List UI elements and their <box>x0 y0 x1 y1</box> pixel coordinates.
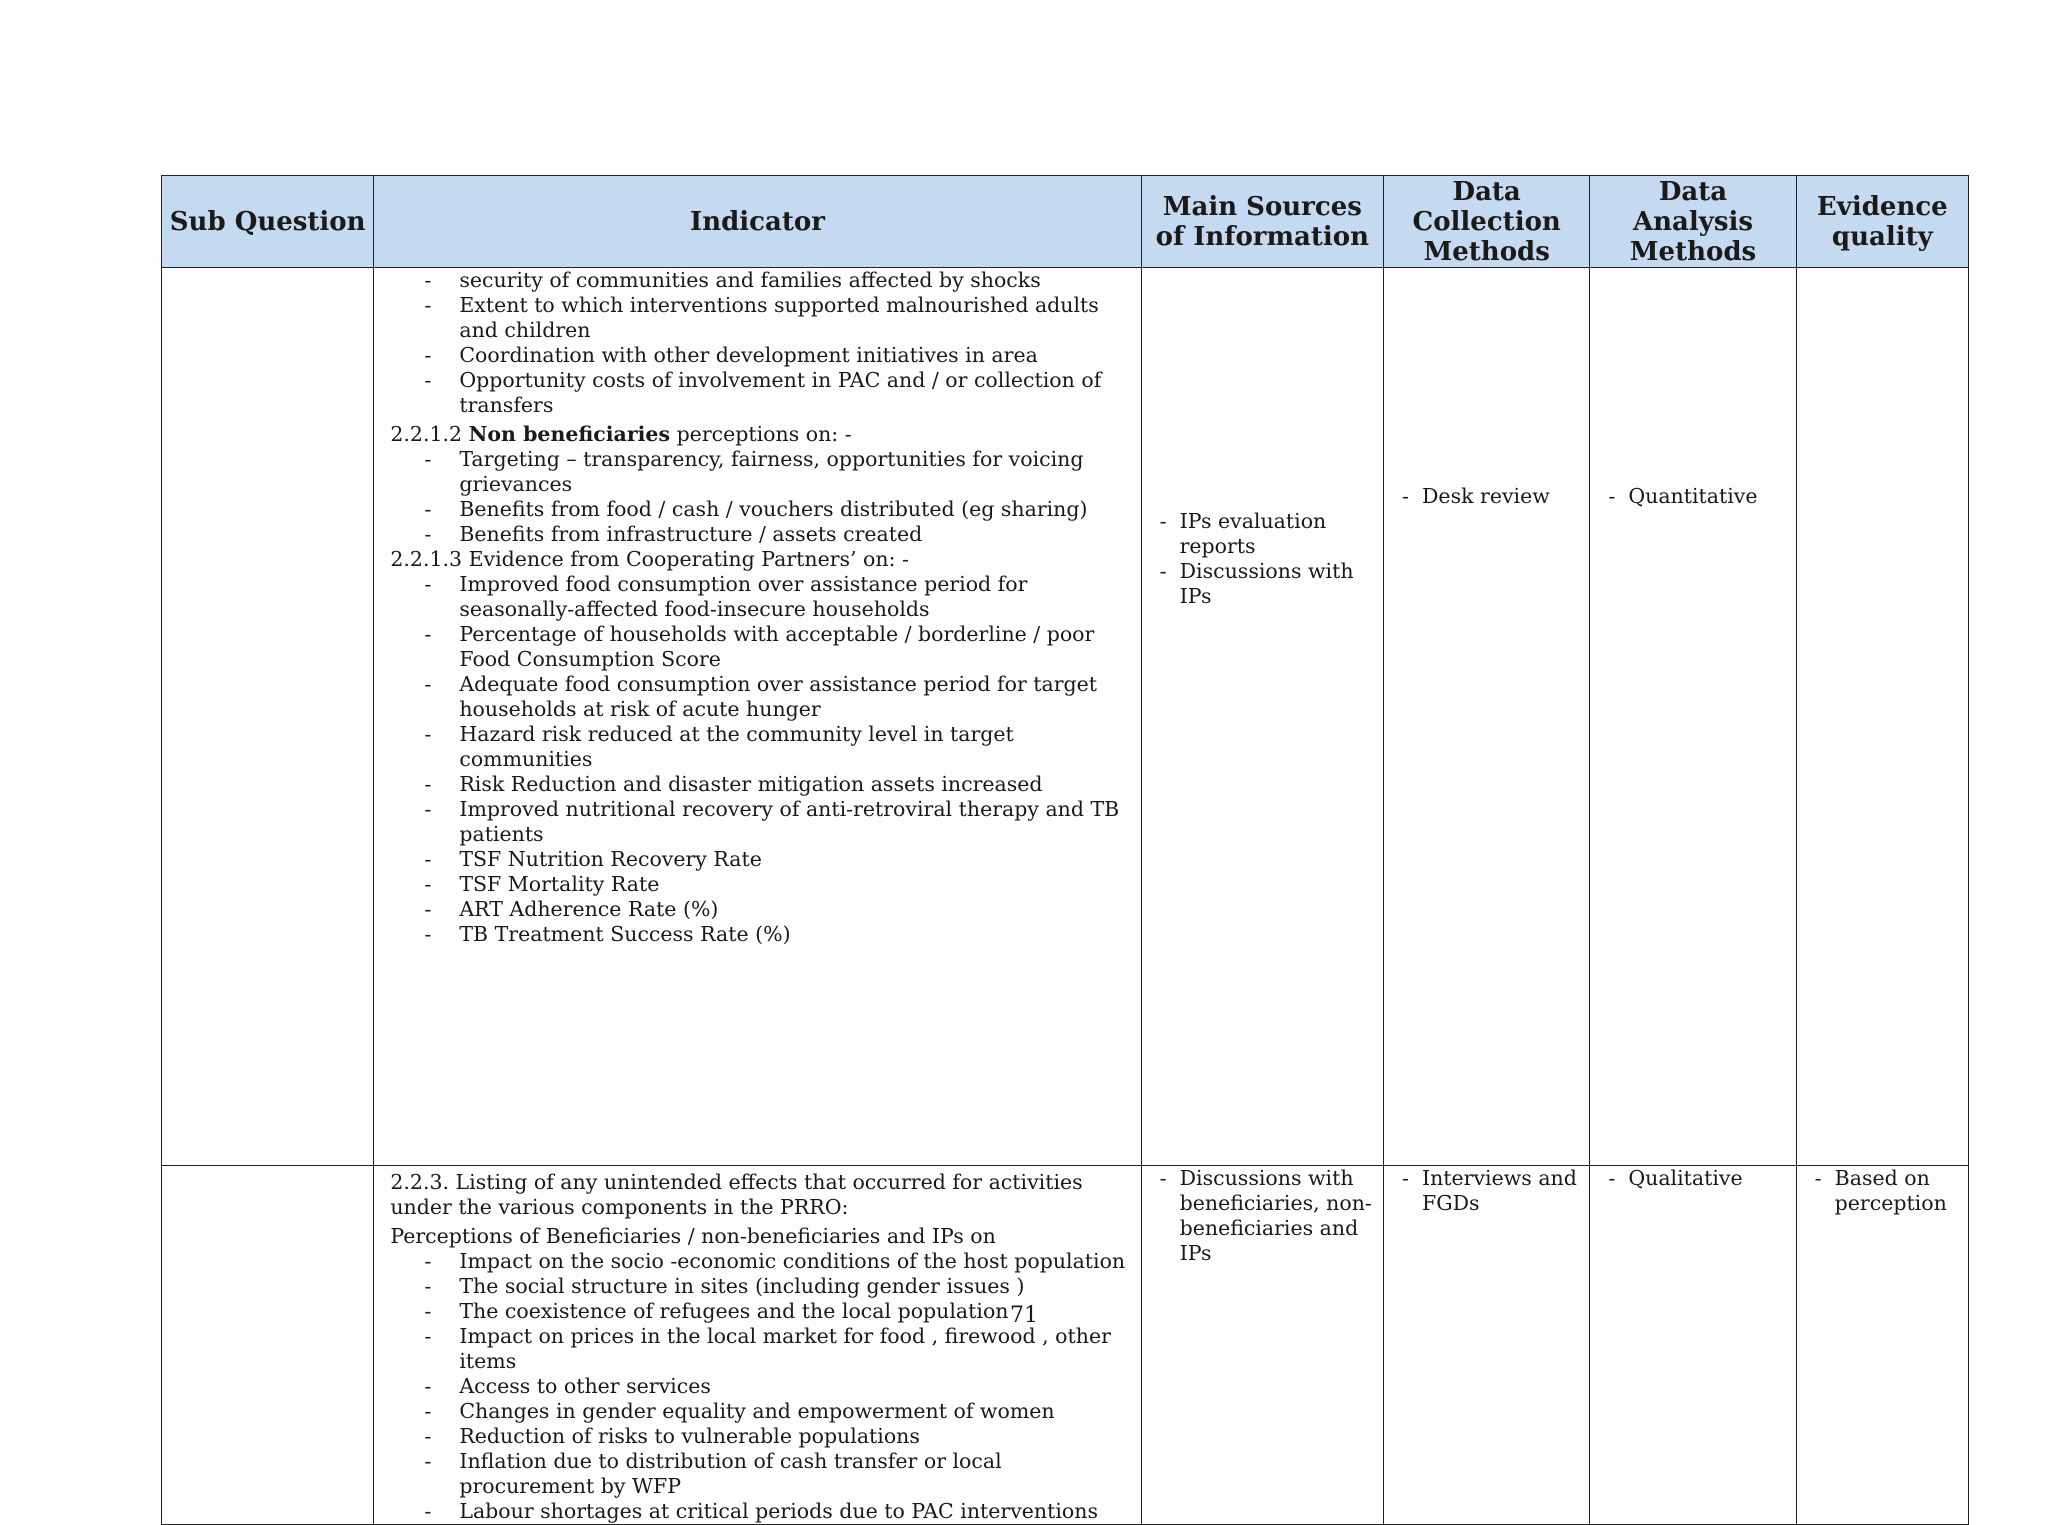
indicator-item: - Benefits from infrastructure / assets created <box>459 522 1132 547</box>
indicator-item: - Benefits from food / cash / vouchers distributed (eg sharing) <box>459 497 1132 522</box>
indicator-item: - Impact on the socio -economic conditions of the host population <box>459 1249 1132 1274</box>
table-row <box>162 268 1969 1166</box>
indicator-item: - Hazard risk reduced at the community level in target communities <box>459 722 1132 772</box>
header-indicator: Indicator <box>374 176 1141 268</box>
indicator-item: - Risk Reduction and disaster mitigation assets increased <box>459 772 1132 797</box>
sub-question-cell <box>162 268 374 1166</box>
evidence-quality-cell <box>1796 1166 1968 1525</box>
main-sources-cell <box>1141 1166 1383 1525</box>
main-sources-list <box>1158 509 1375 609</box>
indicator-item: - Changes in gender equality and empowerment of women <box>459 1399 1132 1424</box>
header-collection-methods: Data Collection Methods <box>1384 176 1590 268</box>
indicator-item: - Access to other services <box>459 1374 1132 1399</box>
source-item: - Discussions with IPs <box>1180 559 1375 609</box>
header-evidence-quality: Evidence quality <box>1796 176 1968 268</box>
indicator-item: - Improved food consumption over assistance period for seasonally-affected food-insecure households <box>459 572 1132 622</box>
evidence-quality-cell <box>1796 268 1968 1166</box>
indicator-item: - Inflation due to distribution of cash transfer or local procurement by WFP <box>459 1449 1132 1499</box>
indicator-item: - The coexistence of refugees and the local population <box>459 1299 1132 1324</box>
source-item: - IPs evaluation reports <box>1180 509 1375 559</box>
indicator-item: - Percentage of households with acceptable / borderline / poor Food Consumption Score <box>459 622 1132 672</box>
indicator-cell <box>374 268 1141 1166</box>
indicator-continued-line: - security of communities and families affected by shocks <box>459 268 1132 293</box>
evidence-quality-item: - Based on perception <box>1835 1166 1960 1216</box>
analysis-methods-list <box>1606 1166 1787 1191</box>
indicator-item: - TSF Mortality Rate <box>459 872 1132 897</box>
indicator-item: - Reduction of risks to vulnerable populations <box>459 1424 1132 1449</box>
collection-methods-list <box>1400 1166 1581 1216</box>
indicator-cell <box>374 1166 1141 1525</box>
sub-question-cell <box>162 1166 374 1525</box>
indicator-heading-b: 2.2.1.2 Non beneficiaries perceptions on: - <box>390 422 852 446</box>
indicator-item: - TSF Nutrition Recovery Rate <box>459 847 1132 872</box>
analysis-methods-list <box>1606 484 1787 509</box>
header-row <box>162 176 1969 268</box>
collection-method-item: - Desk review <box>1422 484 1581 509</box>
evidence-quality-list <box>1813 1166 1960 1216</box>
indicator-item: - Improved nutritional recovery of anti-retroviral therapy and TB patients <box>459 797 1132 847</box>
collection-methods-cell <box>1384 1166 1590 1525</box>
header-analysis-methods: Data Analysis Methods <box>1590 176 1796 268</box>
collection-methods-list <box>1400 484 1581 509</box>
collection-method-item: - Interviews and FGDs <box>1422 1166 1581 1216</box>
indicator-item: - ART Adherence Rate (%) <box>459 897 1132 922</box>
main-sources-cell <box>1141 268 1383 1166</box>
main-sources-list <box>1158 1166 1375 1266</box>
indicator-item: - Targeting – transparency, fairness, opportunities for voicing grievances <box>459 447 1132 497</box>
indicator-list-a <box>390 293 1132 418</box>
analysis-method-item: - Quantitative <box>1628 484 1787 509</box>
header-sub-question: Sub Question <box>162 176 374 268</box>
indicator-continued-list <box>390 268 1132 293</box>
table-row <box>162 1166 1969 1525</box>
analysis-method-item: - Qualitative <box>1628 1166 1787 1191</box>
indicator-item: - TB Treatment Success Rate (%) <box>459 922 1132 947</box>
indicator-item: - Labour shortages at critical periods due to PAC interventions <box>459 1499 1132 1524</box>
indicator-intro: 2.2.3. Listing of any unintended effects that occurred for activities under the various components in the PRRO: <box>390 1170 1083 1219</box>
indicator-heading-c: 2.2.1.3 Evidence from Cooperating Partners’ on: - <box>390 547 909 571</box>
indicator-list-b <box>390 447 1132 547</box>
indicator-list-c <box>390 572 1132 947</box>
analysis-methods-cell <box>1590 1166 1796 1525</box>
collection-methods-cell <box>1384 268 1590 1166</box>
indicator-item: - The social structure in sites (including gender issues ) <box>459 1274 1132 1299</box>
analysis-methods-cell <box>1590 268 1796 1166</box>
indicator-list <box>390 1249 1132 1524</box>
indicator-item: - Extent to which interventions supported malnourished adults and children <box>459 293 1132 343</box>
indicator-item: - Opportunity costs of involvement in PAC and / or collection of transfers <box>459 368 1132 418</box>
header-main-sources: Main Sources of Information <box>1141 176 1383 268</box>
page-number: 71 <box>1010 1303 1038 1328</box>
indicator-sub-intro: Perceptions of Beneficiaries / non-beneficiaries and IPs on <box>390 1224 996 1248</box>
indicator-item: - Adequate food consumption over assistance period for target households at risk of acute hunger <box>459 672 1132 722</box>
indicator-item: - Impact on prices in the local market for food , firewood , other items <box>459 1324 1132 1374</box>
indicator-item: - Coordination with other development initiatives in area <box>459 343 1132 368</box>
source-item: - Discussions with beneficiaries, non-beneficiaries and IPs <box>1180 1166 1375 1266</box>
